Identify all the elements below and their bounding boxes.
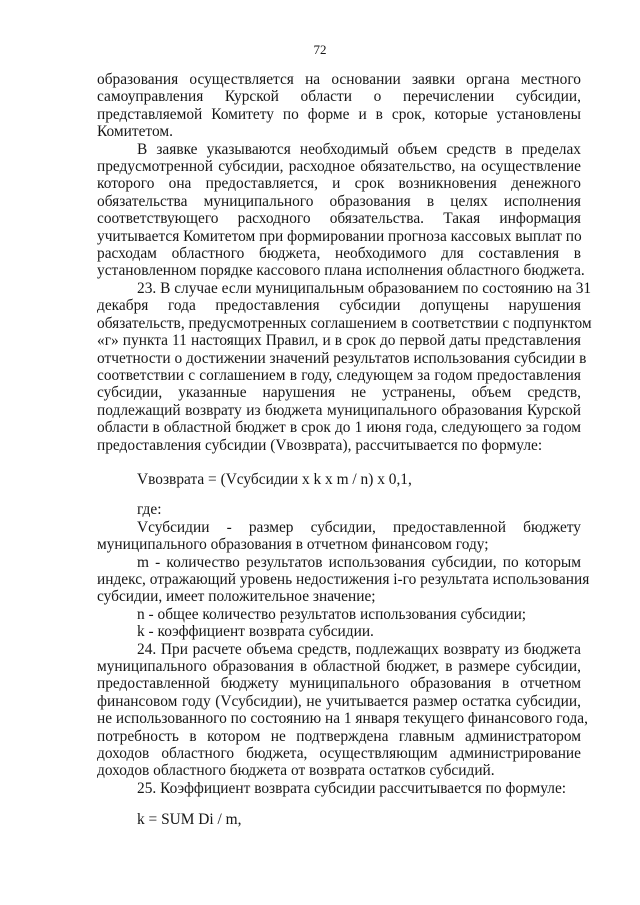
text-line: m - количество результатов использования субсидии, по которым — [137, 553, 581, 571]
text-line: обязательства муниципального образования в целях исполнения — [97, 192, 581, 210]
text-line: муниципального образования в областной бюджет, в размере субсидии, — [97, 658, 581, 675]
text-line: k - коэффициент возврата субсидии. — [137, 623, 374, 641]
text-line: субсидии, указанные нарушения не устранены, объем средств, — [97, 384, 581, 402]
text-line: финансовом году (Vсубсидии), не учитывается размер остатка субсидии, — [97, 692, 581, 710]
text-line: предусмотренной субсидии, расходное обязательство, на осуществление — [97, 158, 581, 176]
text-line: доходов областного бюджета, осуществляющим администрирование — [97, 745, 581, 763]
text-line: «г» пункта 11 настоящих Правил, и в срок до первой даты представления — [97, 332, 581, 350]
text-line: декабря года предоставления субсидии допущены нарушения — [97, 297, 581, 315]
formula-v-vozvrata: Vвозврата = (Vсубсидии х k х m / n) х 0,1, — [137, 470, 412, 488]
text-line: В заявке указываются необходимый объем средств в пределах — [137, 140, 581, 158]
text-line: 24. При расчете объема средств, подлежащих возврату из бюджета — [137, 640, 581, 658]
text-line: Vсубсидии - размер субсидии, предоставленной бюджету — [137, 518, 581, 536]
formula-k: k = SUM Di / m, — [137, 811, 242, 829]
text-line: представляемой Комитету по форме и в срок, которые установлены — [97, 105, 581, 123]
text-line: не использованного по состоянию на 1 января текущего финансового года, — [97, 710, 588, 728]
text-line: индекс, отражающий уровень недостижения i-го результата использования — [97, 570, 590, 588]
document-body — [97, 71, 592, 829]
text-line: потребность в котором не подтверждена главным администратором — [97, 727, 581, 745]
text-line: соответствующего расходного обязательства. Такая информация — [97, 210, 581, 228]
text-line: предоставления субсидии (Vвозврата), рассчитывается по формуле: — [97, 436, 543, 454]
text-line: учитывается Комитетом при формировании прогноза кассовых выплат по — [97, 227, 582, 245]
text-line: отчетности о достижении значений результатов использования субсидии в — [97, 349, 587, 367]
text-line: области в областной бюджет в срок до 1 июня года, следующего за годом — [97, 419, 581, 437]
text-line: которого она предоставляется, и срок возникновения денежного — [97, 175, 581, 193]
text-line: образования осуществляется на основании заявки органа местного — [97, 71, 581, 88]
page-number: 72 — [313, 42, 327, 57]
text-line: предоставленной бюджету муниципального образования в отчетном — [97, 675, 581, 693]
text-line: соответствии с соглашением в году, следующем за годом предоставления — [97, 366, 581, 384]
text-line: Комитетом. — [97, 123, 173, 141]
text-line: муниципального образования в отчетном финансовом году; — [97, 536, 489, 554]
text-line: 25. Коэффициент возврата субсидии рассчитывается по формуле: — [137, 779, 567, 797]
text-line: самоуправления Курской области о перечислении субсидии, — [97, 88, 581, 106]
text-line: n - общее количество результатов использования субсидии; — [137, 605, 527, 623]
text-line: доходов областного бюджета от возврата остатков субсидий. — [97, 762, 495, 780]
text-line: субсидии, имеет положительное значение; — [97, 588, 376, 606]
text-line: установленном порядке кассового плана исполнения областного бюджета. — [97, 262, 585, 280]
text-line: обязательств, предусмотренных соглашением в соответствии с подпунктом — [97, 314, 592, 332]
text-line: подлежащий возврату из бюджета муниципального образования Курской — [97, 401, 581, 419]
where-label: где: — [137, 501, 162, 519]
text-line: 23. В случае если муниципальным образованием по состоянию на 31 — [137, 279, 592, 297]
text-line: расходам областного бюджета, необходимого для составления в — [97, 245, 581, 263]
